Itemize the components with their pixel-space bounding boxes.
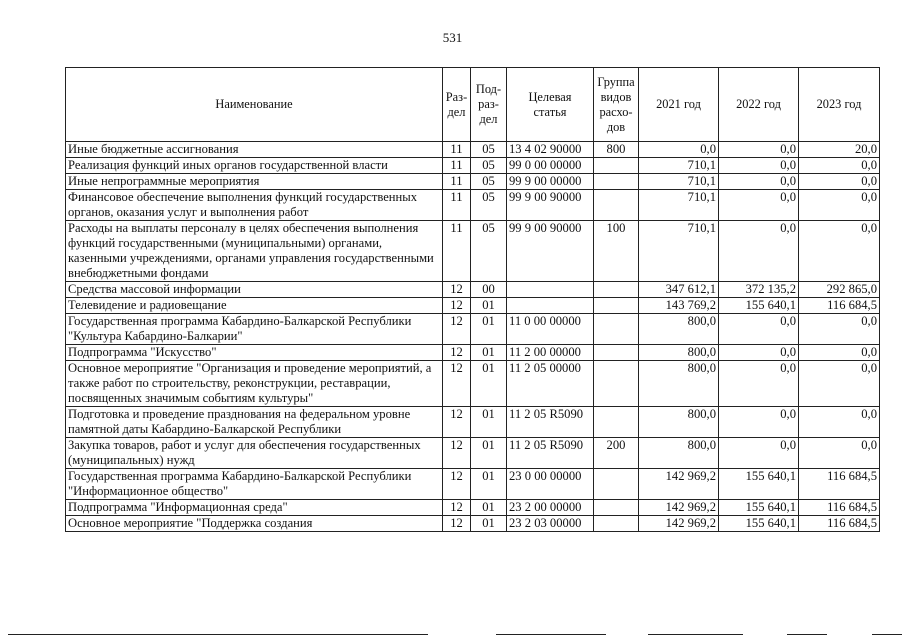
row-value-2023: 0,0 <box>799 158 880 174</box>
row-name: Подпрограмма "Информационная среда" <box>66 500 443 516</box>
row-value-2022: 155 640,1 <box>719 516 799 532</box>
row-value-2021: 710,1 <box>639 190 719 221</box>
row-podrazdel: 05 <box>471 158 507 174</box>
row-value-2021: 800,0 <box>639 314 719 345</box>
budget-table <box>65 67 880 532</box>
row-value-2021: 0,0 <box>639 142 719 158</box>
row-value-2022: 155 640,1 <box>719 469 799 500</box>
row-value-2022: 0,0 <box>719 438 799 469</box>
header-name: Наименование <box>66 68 443 142</box>
footer-rule-3 <box>648 634 743 635</box>
table-row <box>66 314 880 345</box>
row-value-2021: 142 969,2 <box>639 516 719 532</box>
footer-rule-1 <box>8 634 428 635</box>
row-target-article: 23 0 00 00000 <box>507 469 594 500</box>
row-podrazdel: 01 <box>471 407 507 438</box>
row-name: Финансовое обеспечение выполнения функций государственных органов, оказания услуг и выполнения работ <box>66 190 443 221</box>
row-value-2023: 0,0 <box>799 345 880 361</box>
row-podrazdel: 05 <box>471 190 507 221</box>
row-target-article: 23 2 03 00000 <box>507 516 594 532</box>
row-name: Государственная программа Кабардино-Балкарской Республики "Информационное общество" <box>66 469 443 500</box>
row-name: Иные бюджетные ассигнования <box>66 142 443 158</box>
row-value-2023: 116 684,5 <box>799 516 880 532</box>
row-value-2021: 710,1 <box>639 174 719 190</box>
row-value-2022: 372 135,2 <box>719 282 799 298</box>
row-name: Телевидение и радиовещание <box>66 298 443 314</box>
table-row <box>66 516 880 532</box>
row-target-article: 11 0 00 00000 <box>507 314 594 345</box>
header-year-2021: 2021 год <box>639 68 719 142</box>
header-year-2022: 2022 год <box>719 68 799 142</box>
row-value-2023: 0,0 <box>799 438 880 469</box>
table-row <box>66 174 880 190</box>
row-expense-group <box>594 158 639 174</box>
row-value-2021: 800,0 <box>639 407 719 438</box>
row-name: Основное мероприятие "Организация и проведение мероприятий, а также работ по строительству, реконструкции, реставрации, посвященных значимым событиям культуры" <box>66 361 443 407</box>
row-razdel: 12 <box>443 361 471 407</box>
row-expense-group <box>594 361 639 407</box>
row-target-article: 11 2 05 R5090 <box>507 438 594 469</box>
page-number: 531 <box>442 30 463 45</box>
row-razdel: 12 <box>443 298 471 314</box>
row-value-2021: 142 969,2 <box>639 500 719 516</box>
row-expense-group <box>594 469 639 500</box>
row-target-article <box>507 282 594 298</box>
table-row <box>66 190 880 221</box>
row-value-2021: 800,0 <box>639 345 719 361</box>
row-value-2022: 155 640,1 <box>719 500 799 516</box>
row-podrazdel: 01 <box>471 500 507 516</box>
row-podrazdel: 01 <box>471 516 507 532</box>
row-value-2022: 0,0 <box>719 158 799 174</box>
row-target-article: 23 2 00 00000 <box>507 500 594 516</box>
table-row <box>66 221 880 282</box>
row-podrazdel: 01 <box>471 361 507 407</box>
row-value-2023: 0,0 <box>799 407 880 438</box>
row-podrazdel: 01 <box>471 298 507 314</box>
row-podrazdel: 05 <box>471 142 507 158</box>
header-podrazdel: Под- раз- дел <box>471 68 507 142</box>
table-row <box>66 407 880 438</box>
row-name: Основное мероприятие "Поддержка создания <box>66 516 443 532</box>
row-name: Государственная программа Кабардино-Балкарской Республики "Культура Кабардино-Балкарии" <box>66 314 443 345</box>
table-row <box>66 158 880 174</box>
row-value-2022: 0,0 <box>719 407 799 438</box>
table-row <box>66 345 880 361</box>
row-target-article: 99 0 00 00000 <box>507 158 594 174</box>
row-value-2023: 116 684,5 <box>799 298 880 314</box>
table-row <box>66 500 880 516</box>
row-expense-group <box>594 174 639 190</box>
footer-rule-4 <box>787 634 827 635</box>
row-razdel: 11 <box>443 142 471 158</box>
row-name: Реализация функций иных органов государственной власти <box>66 158 443 174</box>
row-expense-group <box>594 516 639 532</box>
row-value-2022: 0,0 <box>719 345 799 361</box>
row-value-2021: 143 769,2 <box>639 298 719 314</box>
header-year-2023: 2023 год <box>799 68 880 142</box>
row-name: Закупка товаров, работ и услуг для обеспечения государственных (муниципальных) нужд <box>66 438 443 469</box>
row-target-article: 11 2 05 00000 <box>507 361 594 407</box>
table-row <box>66 361 880 407</box>
row-razdel: 11 <box>443 190 471 221</box>
row-expense-group: 100 <box>594 221 639 282</box>
table-row <box>66 298 880 314</box>
row-expense-group <box>594 190 639 221</box>
row-razdel: 12 <box>443 438 471 469</box>
row-value-2021: 800,0 <box>639 361 719 407</box>
row-razdel: 11 <box>443 174 471 190</box>
table-row <box>66 469 880 500</box>
row-value-2022: 0,0 <box>719 142 799 158</box>
footer-rule-2 <box>496 634 606 635</box>
row-razdel: 11 <box>443 221 471 282</box>
row-razdel: 11 <box>443 158 471 174</box>
row-value-2021: 710,1 <box>639 221 719 282</box>
row-target-article: 99 9 00 90000 <box>507 221 594 282</box>
row-razdel: 12 <box>443 314 471 345</box>
row-value-2023: 292 865,0 <box>799 282 880 298</box>
row-expense-group <box>594 345 639 361</box>
row-name: Иные непрограммные мероприятия <box>66 174 443 190</box>
table-row <box>66 282 880 298</box>
row-expense-group <box>594 500 639 516</box>
row-name: Подпрограмма "Искусство" <box>66 345 443 361</box>
row-name: Расходы на выплаты персоналу в целях обеспечения выполнения функций государственными (муниципальными) органами, казенными учреждениями, органами управления государственными внебюджетными фондами <box>66 221 443 282</box>
row-expense-group <box>594 282 639 298</box>
row-expense-group <box>594 407 639 438</box>
row-podrazdel: 01 <box>471 345 507 361</box>
row-value-2022: 0,0 <box>719 174 799 190</box>
row-razdel: 12 <box>443 407 471 438</box>
table-row <box>66 438 880 469</box>
row-podrazdel: 05 <box>471 174 507 190</box>
row-target-article: 99 9 00 90000 <box>507 190 594 221</box>
row-target-article: 13 4 02 90000 <box>507 142 594 158</box>
row-expense-group <box>594 314 639 345</box>
row-value-2022: 0,0 <box>719 221 799 282</box>
row-razdel: 12 <box>443 282 471 298</box>
row-target-article: 11 2 05 R5090 <box>507 407 594 438</box>
row-target-article: 99 9 00 00000 <box>507 174 594 190</box>
row-expense-group: 200 <box>594 438 639 469</box>
row-value-2023: 0,0 <box>799 221 880 282</box>
row-razdel: 12 <box>443 500 471 516</box>
row-razdel: 12 <box>443 516 471 532</box>
row-value-2022: 0,0 <box>719 361 799 407</box>
table-row <box>66 142 880 158</box>
row-target-article: 11 2 00 00000 <box>507 345 594 361</box>
row-name: Подготовка и проведение празднования на федеральном уровне памятной даты Кабардино-Балкарской Республики <box>66 407 443 438</box>
row-podrazdel: 05 <box>471 221 507 282</box>
row-value-2022: 0,0 <box>719 314 799 345</box>
row-value-2021: 710,1 <box>639 158 719 174</box>
row-razdel: 12 <box>443 469 471 500</box>
row-podrazdel: 01 <box>471 314 507 345</box>
table-header-row <box>66 68 880 142</box>
row-value-2023: 116 684,5 <box>799 500 880 516</box>
row-value-2021: 800,0 <box>639 438 719 469</box>
row-value-2023: 0,0 <box>799 174 880 190</box>
footer-rule-5 <box>872 634 902 635</box>
row-name: Средства массовой информации <box>66 282 443 298</box>
row-value-2023: 0,0 <box>799 314 880 345</box>
header-razdel: Раз- дел <box>443 68 471 142</box>
row-target-article <box>507 298 594 314</box>
row-podrazdel: 01 <box>471 438 507 469</box>
row-podrazdel: 01 <box>471 469 507 500</box>
row-expense-group: 800 <box>594 142 639 158</box>
row-value-2022: 155 640,1 <box>719 298 799 314</box>
row-value-2023: 20,0 <box>799 142 880 158</box>
row-value-2021: 347 612,1 <box>639 282 719 298</box>
row-value-2023: 0,0 <box>799 190 880 221</box>
row-value-2023: 0,0 <box>799 361 880 407</box>
row-value-2023: 116 684,5 <box>799 469 880 500</box>
row-value-2022: 0,0 <box>719 190 799 221</box>
table-body <box>66 142 880 532</box>
row-podrazdel: 00 <box>471 282 507 298</box>
header-target-article: Целевая статья <box>507 68 594 142</box>
row-value-2021: 142 969,2 <box>639 469 719 500</box>
row-razdel: 12 <box>443 345 471 361</box>
row-expense-group <box>594 298 639 314</box>
header-expense-group: Группа видов расхо- дов <box>594 68 639 142</box>
